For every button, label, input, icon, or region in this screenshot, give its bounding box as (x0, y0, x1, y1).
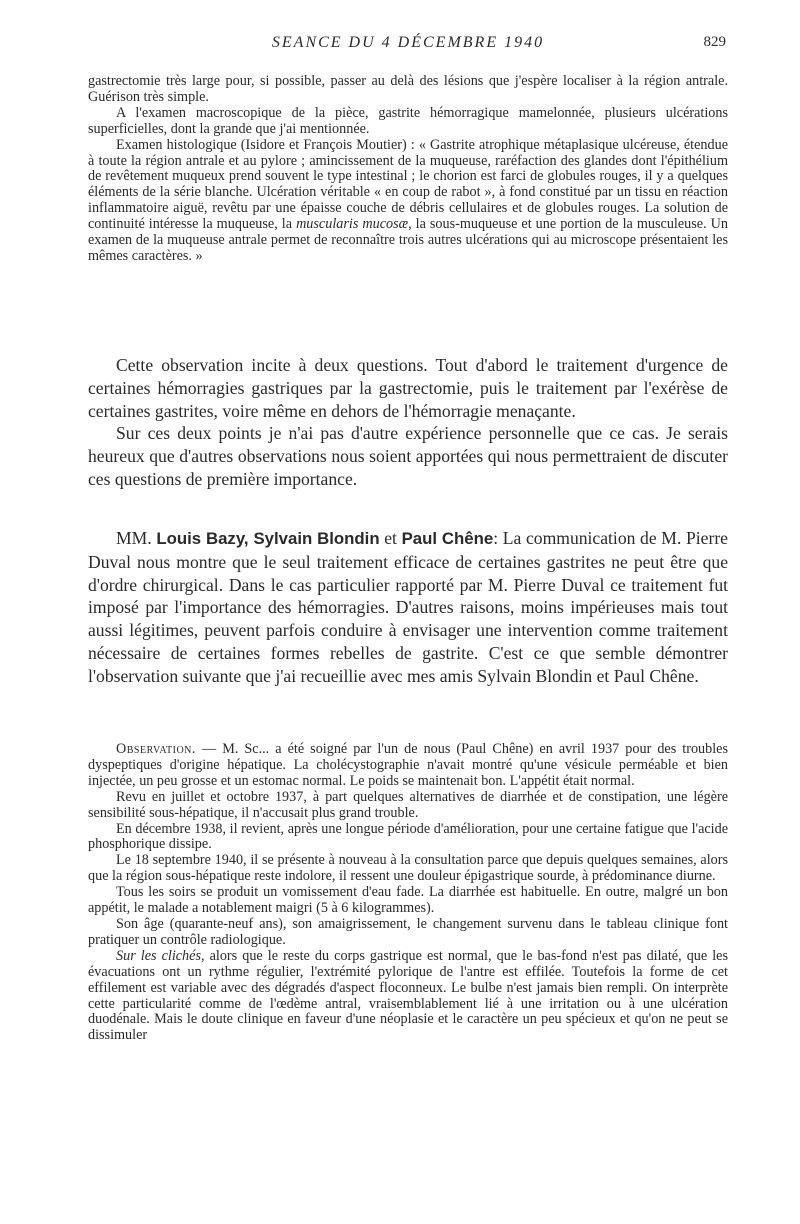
paragraph: Son âge (quarante-neuf ans), son amaigrissement, le changement survenu dans le tableau clinique font pratiquer un contrôle radiologique. (88, 915, 728, 948)
paragraph: Le 18 septembre 1940, il se présente à nouveau à la consultation parce que depuis quelques semaines, alors que la région sous-hépatique reste indolore, il ressent une douleur épigastrique sourde, à prédominance diurne. (88, 852, 728, 885)
paragraph: Revu en juillet et octobre 1937, à part quelques alternatives de diarrhée et de constipation, une légère sensibilité sous-hépatique, il n'accusait plus grand trouble. (88, 788, 728, 821)
text-run: et (379, 528, 402, 548)
author-names: Louis Bazy, Sylvain Blondin (156, 529, 380, 548)
text-run: , la sous-muqueuse et une portion de la musculeuse. Un examen de la muqueuse antrale permet de reconnaître trois autres ulcérations qui au microscope présentaient les mêmes caractères. » (88, 216, 728, 264)
communication-section (88, 527, 728, 688)
paragraph: A l'examen macroscopique de la pièce, gastrite hémorragique mamelonnée, plusieurs ulcérations superficielles, dont la grande que j'ai mentionnée. (88, 104, 728, 137)
observation-label: Observation. (116, 741, 196, 757)
text-run: MM. (116, 528, 157, 548)
discussion-section (88, 354, 728, 491)
text-run: , alors que le reste du corps gastrique est normal, que le bas-fond n'est pas dilaté, que les évacuations ont un rythme régulier, l'extrémité pylorique de l'antre est effilée. Toutefois la forme de cet effilement est variable avec des dégradés d'aspect floconneux. Le bulbe n'est jamais bien rempli. On interprète cette particularité comme de l'œdème antral, vraisemblablement lié à une irritation ou à une ulcération duodénale. Mais le doute clinique en faveur d'une néoplasie et le caractère un peu spécieux et qu'on ne peut se dissimuler (88, 947, 729, 1044)
paragraph (88, 949, 728, 1044)
text-run: : (493, 528, 503, 548)
header-title: SEANCE DU 4 DÉCEMBRE 1940 (271, 34, 545, 51)
paragraph (88, 742, 728, 790)
observation-section (88, 742, 728, 1044)
histology-quote-section (88, 74, 728, 265)
page-number: 829 (703, 34, 726, 50)
paragraph: gastrectomie très large pour, si possible, passer au delà des lésions que j'espère localiser à la région antrale. Guérison très simple. (88, 73, 728, 105)
text-run: La communication de M. Pierre Duval nous montre que le seul traitement efficace de certaines gastrites ne peut être que d'ordre chirurgical. Dans le cas particulier rapporté par M. Pierre Duval ce traitement fut imposé par l'importance des hémorragies. D'autres raisons, moins impérieuses mais tout aussi légitimes, peuvent parfois conduire à envisager une intervention comme traitement nécessaire de certaines formes rebelles de gastrite. C'est ce que semble démontrer l'observation suivante que j'ai recueillie avec mes amis Sylvain Blondin et Paul Chêne. (88, 528, 728, 686)
latin-term: muscularis mucosæ (296, 216, 409, 233)
paragraph (88, 527, 728, 688)
text-run: Examen histologique (Isidore et François Moutier) : « Gastrite atrophique métaplasique ulcéreuse, étendue à toute la région antrale et au pylore ; amincissement de la muqueuse, raréfaction des glandes dont l'épithélium de revêtement muqueux prend souvent le type intestinal ; le chorion est farci de globules rouges, il y a quelques éléments de la série blanche. Ulcération véritable « en coup de rabot », à fond constitué par un tissu en réaction inflammatoire aiguë, revêtu par une épaisse couche de débris cellulaires et de globules rouges. La solution de continuité intéresse la muqueuse, la (88, 136, 728, 233)
text-run: — M. Sc... a été soigné par l'un de nous (Paul Chêne) en avril 1937 pour des troubles dyspeptiques d'origine hépatique. La cholécystographie n'avait montré qu'une vésicule perméable et bien injectée, un peu grosse et un estomac normal. Le poids se maintenait bon. L'appétit était normal. (88, 741, 728, 789)
running-header (88, 34, 728, 56)
paragraph: Sur ces deux points je n'ai pas d'autre expérience personnelle que ce cas. Je serais heureux que d'autres observations nous soient apportées qui nous permettraient de discuter ces questions de première importance. (88, 423, 728, 489)
paragraph (88, 138, 728, 265)
paragraph: Cette observation incite à deux questions. Tout d'abord le traitement d'urgence de certaines hémorragies gastriques par la gastrectomie, puis le traitement par l'exérèse de certaines gastrites, voire même en dehors de l'hémorragie menaçante. (88, 355, 728, 421)
paragraph: Tous les soirs se produit un vomissement d'eau fade. La diarrhée est habituelle. En outre, malgré un bon appétit, le malade a notablement maigri (5 à 6 kilogrammes). (88, 884, 728, 917)
author-names: Paul Chêne (401, 529, 494, 548)
italic-run: Sur les clichés (116, 947, 201, 964)
paragraph: En décembre 1938, il revient, après une longue période d'amélioration, pour une certaine fatigue que l'acide phosphorique dissipe. (88, 820, 728, 853)
